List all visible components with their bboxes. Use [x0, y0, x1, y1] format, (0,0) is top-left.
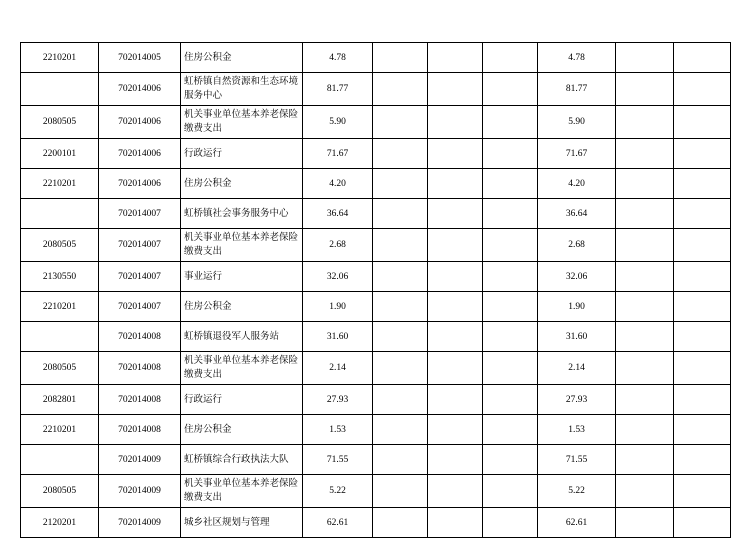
- cell-total: 31.60: [303, 322, 373, 352]
- cell-subtotal: 5.22: [538, 475, 616, 508]
- cell-total: 27.93: [303, 385, 373, 415]
- cell-code1: 2080505: [21, 229, 99, 262]
- cell-e4: [616, 508, 674, 538]
- cell-e5: [674, 262, 731, 292]
- cell-e2: [428, 73, 483, 106]
- cell-subtotal: 36.64: [538, 199, 616, 229]
- cell-e1: [373, 352, 428, 385]
- cell-total: 32.06: [303, 262, 373, 292]
- cell-e5: [674, 73, 731, 106]
- cell-code1: 2210201: [21, 43, 99, 73]
- cell-e3: [483, 322, 538, 352]
- cell-subtotal: 2.68: [538, 229, 616, 262]
- cell-total: 71.67: [303, 139, 373, 169]
- cell-subtotal: 2.14: [538, 352, 616, 385]
- cell-code2: 702014008: [99, 415, 181, 445]
- cell-name: 城乡社区规划与管理: [181, 508, 303, 538]
- cell-e5: [674, 292, 731, 322]
- cell-e3: [483, 106, 538, 139]
- cell-e4: [616, 43, 674, 73]
- cell-e1: [373, 229, 428, 262]
- cell-code2: 702014008: [99, 322, 181, 352]
- cell-code1: 2210201: [21, 415, 99, 445]
- cell-e2: [428, 322, 483, 352]
- cell-name: 事业运行: [181, 262, 303, 292]
- table-row: [21, 385, 731, 415]
- cell-total: 2.68: [303, 229, 373, 262]
- cell-code1: [21, 199, 99, 229]
- cell-e4: [616, 169, 674, 199]
- table-row: [21, 199, 731, 229]
- cell-name: 住房公积金: [181, 415, 303, 445]
- cell-subtotal: 1.53: [538, 415, 616, 445]
- cell-e1: [373, 139, 428, 169]
- cell-code2: 702014006: [99, 139, 181, 169]
- cell-code1: [21, 322, 99, 352]
- cell-total: 81.77: [303, 73, 373, 106]
- cell-code2: 702014008: [99, 385, 181, 415]
- cell-name: 行政运行: [181, 139, 303, 169]
- cell-e4: [616, 385, 674, 415]
- cell-e3: [483, 415, 538, 445]
- cell-code1: 2080505: [21, 352, 99, 385]
- cell-total: 71.55: [303, 445, 373, 475]
- cell-code1: 2080505: [21, 106, 99, 139]
- cell-subtotal: 27.93: [538, 385, 616, 415]
- cell-e2: [428, 169, 483, 199]
- cell-e2: [428, 139, 483, 169]
- cell-e3: [483, 73, 538, 106]
- table-row: [21, 262, 731, 292]
- table-row: [21, 445, 731, 475]
- cell-code1: 2082801: [21, 385, 99, 415]
- cell-total: 1.53: [303, 415, 373, 445]
- table-row: [21, 106, 731, 139]
- cell-name: 行政运行: [181, 385, 303, 415]
- cell-e4: [616, 73, 674, 106]
- cell-e5: [674, 106, 731, 139]
- cell-code2: 702014007: [99, 292, 181, 322]
- cell-e2: [428, 385, 483, 415]
- cell-subtotal: 1.90: [538, 292, 616, 322]
- cell-name: 住房公积金: [181, 292, 303, 322]
- cell-subtotal: 71.67: [538, 139, 616, 169]
- cell-code1: 2210201: [21, 169, 99, 199]
- cell-e2: [428, 475, 483, 508]
- cell-name: 住房公积金: [181, 43, 303, 73]
- cell-e3: [483, 385, 538, 415]
- cell-e5: [674, 508, 731, 538]
- cell-name: 机关事业单位基本养老保险缴费支出: [181, 106, 303, 139]
- cell-e4: [616, 199, 674, 229]
- cell-e1: [373, 292, 428, 322]
- budget-table-body: [21, 43, 731, 538]
- cell-total: 2.14: [303, 352, 373, 385]
- cell-total: 4.78: [303, 43, 373, 73]
- table-row: [21, 352, 731, 385]
- cell-e5: [674, 475, 731, 508]
- table-row: [21, 169, 731, 199]
- cell-e4: [616, 106, 674, 139]
- cell-e5: [674, 199, 731, 229]
- cell-code2: 702014006: [99, 73, 181, 106]
- cell-code1: 2210201: [21, 292, 99, 322]
- cell-e1: [373, 475, 428, 508]
- cell-e5: [674, 139, 731, 169]
- cell-code2: 702014007: [99, 262, 181, 292]
- cell-e4: [616, 415, 674, 445]
- cell-e3: [483, 139, 538, 169]
- cell-e4: [616, 262, 674, 292]
- cell-e5: [674, 352, 731, 385]
- cell-e4: [616, 352, 674, 385]
- cell-e3: [483, 262, 538, 292]
- cell-code1: 2080505: [21, 475, 99, 508]
- cell-e4: [616, 139, 674, 169]
- cell-e1: [373, 43, 428, 73]
- cell-e1: [373, 169, 428, 199]
- cell-e2: [428, 229, 483, 262]
- cell-code2: 702014006: [99, 106, 181, 139]
- cell-code1: [21, 445, 99, 475]
- cell-total: 62.61: [303, 508, 373, 538]
- cell-subtotal: 4.20: [538, 169, 616, 199]
- cell-subtotal: 31.60: [538, 322, 616, 352]
- cell-code2: 702014008: [99, 352, 181, 385]
- table-row: [21, 43, 731, 73]
- cell-name: 住房公积金: [181, 169, 303, 199]
- cell-e3: [483, 352, 538, 385]
- cell-subtotal: 32.06: [538, 262, 616, 292]
- cell-e5: [674, 169, 731, 199]
- cell-e3: [483, 292, 538, 322]
- cell-e1: [373, 73, 428, 106]
- cell-e3: [483, 199, 538, 229]
- cell-e3: [483, 445, 538, 475]
- cell-e4: [616, 322, 674, 352]
- cell-e3: [483, 43, 538, 73]
- cell-total: 5.22: [303, 475, 373, 508]
- cell-code2: 702014006: [99, 169, 181, 199]
- cell-e2: [428, 445, 483, 475]
- table-row: [21, 508, 731, 538]
- cell-total: 36.64: [303, 199, 373, 229]
- table-row: [21, 292, 731, 322]
- cell-code2: 702014009: [99, 508, 181, 538]
- cell-e2: [428, 352, 483, 385]
- cell-e3: [483, 508, 538, 538]
- cell-name: 虹桥镇社会事务服务中心: [181, 199, 303, 229]
- cell-e1: [373, 415, 428, 445]
- cell-e2: [428, 43, 483, 73]
- cell-name: 虹桥镇退役军人服务站: [181, 322, 303, 352]
- cell-subtotal: 4.78: [538, 43, 616, 73]
- cell-code2: 702014009: [99, 445, 181, 475]
- cell-e1: [373, 322, 428, 352]
- cell-name: 机关事业单位基本养老保险缴费支出: [181, 229, 303, 262]
- cell-name: 机关事业单位基本养老保险缴费支出: [181, 475, 303, 508]
- cell-e1: [373, 385, 428, 415]
- cell-e4: [616, 445, 674, 475]
- cell-code2: 702014009: [99, 475, 181, 508]
- cell-total: 4.20: [303, 169, 373, 199]
- cell-e5: [674, 385, 731, 415]
- table-row: [21, 73, 731, 106]
- cell-e3: [483, 229, 538, 262]
- cell-e2: [428, 199, 483, 229]
- cell-subtotal: 62.61: [538, 508, 616, 538]
- cell-name: 虹桥镇自然资源和生态环境服务中心: [181, 73, 303, 106]
- cell-total: 1.90: [303, 292, 373, 322]
- cell-e4: [616, 292, 674, 322]
- table-row: [21, 322, 731, 352]
- cell-code1: [21, 73, 99, 106]
- cell-code2: 702014007: [99, 229, 181, 262]
- cell-code1: 2130550: [21, 262, 99, 292]
- cell-e3: [483, 475, 538, 508]
- cell-e2: [428, 415, 483, 445]
- cell-code2: 702014007: [99, 199, 181, 229]
- cell-e5: [674, 445, 731, 475]
- cell-e1: [373, 262, 428, 292]
- cell-e2: [428, 262, 483, 292]
- cell-code1: 2200101: [21, 139, 99, 169]
- cell-e1: [373, 199, 428, 229]
- budget-table: [20, 42, 731, 538]
- table-row: [21, 229, 731, 262]
- table-row: [21, 139, 731, 169]
- cell-e3: [483, 169, 538, 199]
- cell-subtotal: 81.77: [538, 73, 616, 106]
- cell-e5: [674, 43, 731, 73]
- cell-name: 机关事业单位基本养老保险缴费支出: [181, 352, 303, 385]
- cell-total: 5.90: [303, 106, 373, 139]
- cell-e4: [616, 229, 674, 262]
- cell-e2: [428, 508, 483, 538]
- table-row: [21, 415, 731, 445]
- table-row: [21, 475, 731, 508]
- cell-e2: [428, 292, 483, 322]
- cell-subtotal: 5.90: [538, 106, 616, 139]
- cell-e5: [674, 229, 731, 262]
- cell-e5: [674, 322, 731, 352]
- cell-code2: 702014005: [99, 43, 181, 73]
- cell-code1: 2120201: [21, 508, 99, 538]
- cell-e1: [373, 106, 428, 139]
- cell-e1: [373, 445, 428, 475]
- cell-e5: [674, 415, 731, 445]
- cell-name: 虹桥镇综合行政执法大队: [181, 445, 303, 475]
- cell-e4: [616, 475, 674, 508]
- cell-subtotal: 71.55: [538, 445, 616, 475]
- cell-e2: [428, 106, 483, 139]
- cell-e1: [373, 508, 428, 538]
